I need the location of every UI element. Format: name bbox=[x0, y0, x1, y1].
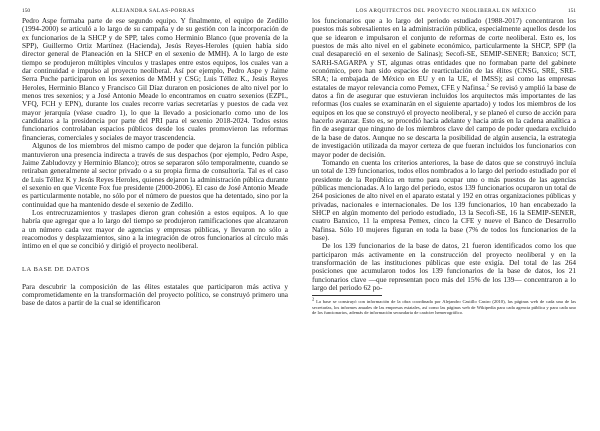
footnote-text: La base se construyó con información de la obra coordinada por Alejandro Castillo Castro (2010), las páginas web de cada una de las secretarías, los informes anuales de las empresas estatales, así como las páginas web de Wikipedia para cada agencia pública y para cada uno de los funcionarios, además de información secundaria de carácter hemerográfico. bbox=[312, 299, 576, 316]
section-heading: LA BASE DE DATOS bbox=[22, 265, 90, 273]
page-body bbox=[22, 17, 288, 308]
header-spacer bbox=[276, 6, 288, 16]
footnote-divider bbox=[312, 295, 382, 296]
footnote-reference: 2 bbox=[486, 82, 489, 88]
paragraph: Para descubrir la composición de las élites estatales que participaron más activa y comprometidamente en la transformación del proyecto político, se construyó primero una base de datos a partir de la cual se identificaron bbox=[22, 281, 288, 308]
paragraph: Algunos de los miembros del mismo campo de poder que dejaron la función pública mantuvieron una presencia indirecta a través de sus despachos (por ejemplo, Pedro Aspe, Jaime Zabludovzy y Herminio Blanco); otros se separaron sólo temporalmente, cuando se retiraban generalmente al sector privado o a su propia firma de consultoría. Tal es el caso de Luis Téllez K y Jesús Reyes Heroles, quienes dejaron la administración pública durante el sexenio en que Vicente Fox fue presidente (2000-2006). El caso de José Antonio Meade es particularmente notable, no sólo por el número de puestos que ha detentado, sino por la continuidad que ha mantenido desde el sexenio de Zedillo. bbox=[22, 141, 288, 209]
page-number: 150 bbox=[22, 8, 31, 14]
page-number: 151 bbox=[567, 8, 576, 14]
footnote bbox=[312, 296, 576, 316]
paragraph: Pedro Aspe formaba parte de ese segundo equipo. Y finalmente, el equipo de Zedillo (1994-2000) se articuló a lo largo de su campaña y de su gestión con la incorporación de ex funcionarios de la SHCP y de SPP, tales como Herminio Blanco (que provenía de la SPP), Guillermo Ortiz Martínez (Hacienda), Jesús Reyes-Heroles (quien había sido director general de Planeación en la SHCP en el sexenio de MMH). A lo largo de este tiempo se produjeron múltiples vínculos y traslapes entre estos equipos, los cuales van a dar continuidad e impulso al proyecto neoliberal. Así por ejemplo, Pedro Aspe y Jaime Serra Puche participaron en los sexenios de MMH y CSG; Luis Téllez K., Jesús Reyes Heroles, Herminio Blanco y Francisco Gil Díaz duraron en posiciones de alto nivel por lo menos tres sexenios; y a José Antonio Meade lo encontramos en cuatro sexenios (EZPL, VFQ, FCH y EPN), durante los cuales recorre varias secretarías y puestos de cada vez mayor jerarquía (véase cuadro 1), lo que la llevado a posicionarlo como uno de los candidatos a la presidencia por parte del PRI para el sexenio 2018-2024. Todos estos funcionarios controlaban espacios públicos desde los cuales promovieron las reformas financieras, comerciales y sociales de mayor trascendencia. bbox=[22, 16, 288, 142]
footnote-marker: 2 bbox=[312, 296, 315, 302]
paragraph: De los 139 funcionarios de la base de datos, 21 fueron identificados como los que participaron más activamente en la construcción del proyecto neoliberal y en la transformación de las instituciones públicas que este exigía. Del total de las 264 posiciones que acumularon todos los 139 funcionarios de la base de datos, los 21 funcionarios clave —que representan poco más del 15% de los 139— concentraron a lo largo del periodo 62 po- bbox=[312, 241, 576, 292]
running-head: ALEJANDRA SALAS-PORRAS bbox=[111, 8, 195, 14]
paragraph: Tomando en cuenta los criterios anteriores, la base de datos que se construyó incluía un total de 139 funcionarios, todos ellos nombrados a lo largo del periodo estudiado por el presidente de la República en turno para ocupar uno o más puestos de las agencias públicas mencionadas. A lo largo del periodo, estos 139 funcionarios ocuparon un total de 264 posiciones de alto nivel en el aparato estatal y 192 en otras organizaciones públicas y privadas, nacionales e internacionales. De los 139 funcionarios, 10 han encabezado la SHCP en algún momento del periodo estudiado, 13 la Secofi-SE, 16 la SEMIP-SENER, cuatro Banxico, 11 la empresa Pemex, cinco la CFE y nueve el Banco de Desarrollo Nafinsa. Sólo 10 mujeres figuran en toda la base (7% de todos los funcionarios de la base). bbox=[312, 157, 576, 242]
page-header bbox=[22, 6, 288, 16]
paragraph-text: los funcionarios que a lo largo del periodo estudiado (1988-2017) concentraron los puestos más sobresalientes en la administración pública, especialmente aquellos desde los que se idearon e impulsaron el conjunto de reformas de corte neoliberal. Esto es, los puestos de más alto nivel en el gabinete económico, particularmente la SHCP, SPP (la cual desapareció en el sexenio de Salinas); Secofi-SE, SEMIP-SENER; Banxico; SCT, SARH-SAGARPA y ST, algunas otras entidades que no formaban parte del gabinete económico, pero han sido espacios de rearticulación de las élites (CNSG, SRE, SRE-SRA; la embajada de México en EU y en la UE, el IMSS); así como las empresas estatales de mayor relevancia como Pemex, CFE y Nafinsa. bbox=[312, 16, 576, 92]
right-page bbox=[300, 0, 600, 431]
paragraph: Los entrecruzamientos y traslapes dieron gran cohesión a estos equipos. A lo que habría que agregar que a lo largo del tiempo se produjeron ramificaciones que alcanzaron a un número cada vez mayor de agencias y empresas públicas, y llevaron no sólo a reacomodos y desplazamientos, sino a la integración de otros funcionarios al círculo más íntimo en el que se concibió y dirigió el proyecto neoliberal. bbox=[22, 207, 288, 251]
page-header bbox=[312, 6, 576, 16]
paragraph bbox=[312, 17, 576, 159]
header-spacer bbox=[312, 6, 324, 16]
running-head: LOS ARQUITECTOS DEL PROYECTO NEOLIBERAL EN MÉXICO bbox=[355, 8, 537, 14]
paragraph-text: Se revisó y amplió la base de datos a fin de asegurar que estuvieran incluidos los arquitectos más importantes de las reformas (los cuales se examinarán en el siguiente apartado) y todos los miembros de los equipos en los que se construyó el proyecto neoliberal, y se planeó el curso de acción para hacerlo avanzar. Esto es, se procedió hacia adelante y hacia atrás en la cadena analítica a fin de asegurar que ninguno de los miembros clave del campo de poder quedara excluido de la base de datos. Aunque no se descarta la posibilidad de algún ausencia, la estrategia de investigación utilizada da mayor certeza de que fueran incluidos los funcionarios con mayor poder de decisión. bbox=[312, 82, 577, 159]
page-body bbox=[312, 17, 576, 316]
